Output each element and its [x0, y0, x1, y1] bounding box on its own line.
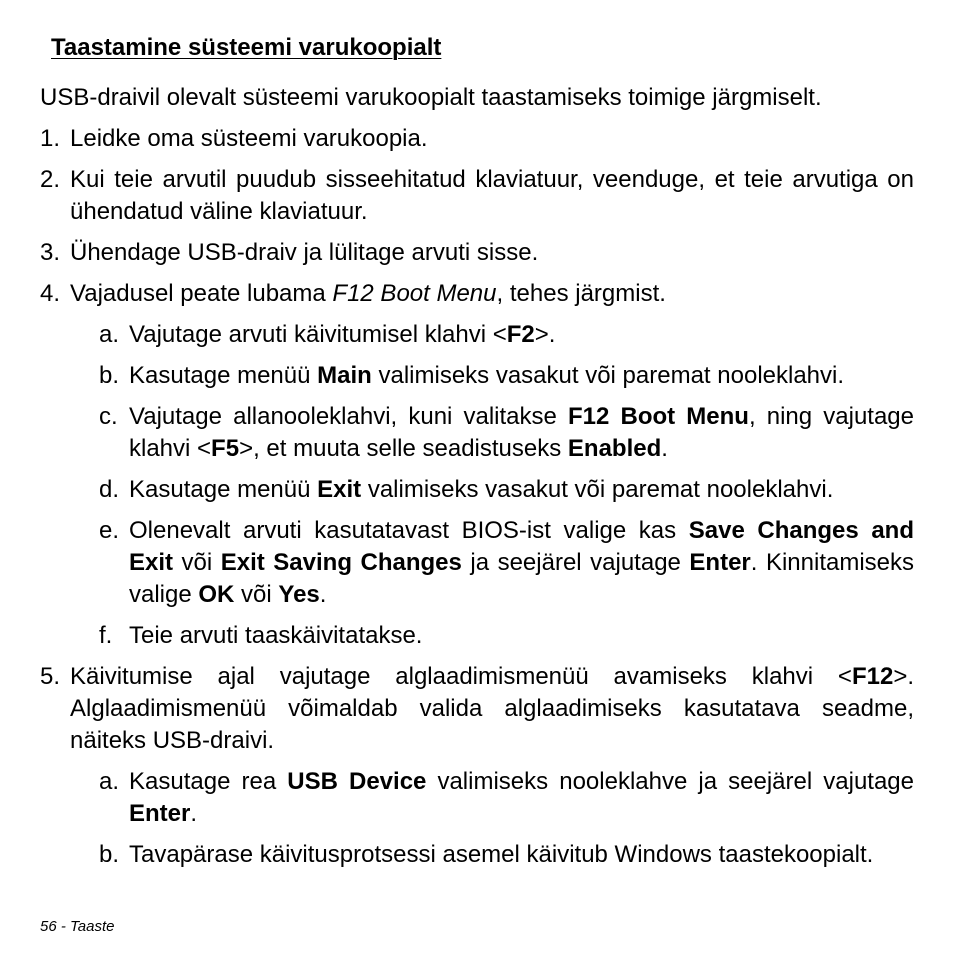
substep-marker: e.: [99, 517, 120, 544]
step-marker: 2.: [40, 166, 61, 193]
step-4: [40, 278, 914, 310]
step-text: Kui teie arvutil puudub sisseehitatud klaviatuur, veenduge, et teie arvutiga on ühendatud väline klaviatuur.: [70, 166, 914, 225]
step-text: Leidke oma süsteemi varukoopia.: [70, 125, 428, 152]
text-run: Olenevalt arvuti kasutatavast BIOS-ist valige kas: [129, 517, 689, 544]
text-run: . Kinnitamiseks valige: [129, 549, 915, 608]
substep-text: Tavapärase käivitusprotsessi asemel käivitub Windows taastekoopialt.: [129, 841, 874, 868]
substep-marker: a.: [99, 768, 120, 795]
text-run: >.: [534, 321, 556, 348]
text-run: Vajutage arvuti käivitumisel klahvi <: [129, 321, 507, 348]
text-run: Vajutage allanooleklahvi, kuni valitakse: [129, 403, 569, 430]
step-marker: 1.: [40, 125, 61, 152]
substep-text: [129, 401, 914, 465]
substep-text: [129, 360, 914, 392]
step-3: [40, 237, 914, 269]
text-run: >, et muuta selle seadistuseks: [239, 435, 568, 462]
text-run: .: [661, 435, 668, 462]
key-name: F5: [211, 435, 240, 462]
intro-paragraph: USB-draivil olevalt süsteemi varukoopialt taastamiseks toimige järgmiselt.: [40, 84, 822, 111]
substep-marker: d.: [99, 476, 120, 503]
text-run: , tehes järgmist.: [496, 280, 666, 307]
text-run: Käivitumise ajal vajutage alglaadimismenüü avamiseks klahvi <: [70, 663, 852, 690]
text-run: või: [173, 549, 221, 576]
substep-text: [129, 766, 914, 830]
substep-marker: b.: [99, 841, 120, 868]
step-marker: 4.: [40, 280, 61, 307]
substep-4c: [99, 401, 914, 465]
key-name: F2: [506, 321, 535, 348]
menu-option: USB Device: [287, 768, 427, 795]
substep-text: [129, 515, 914, 611]
step-text: Ühendage USB-draiv ja lülitage arvuti sisse.: [70, 239, 539, 266]
substep-4a: [99, 319, 914, 351]
key-name: F12: [851, 663, 894, 690]
section-heading: Taastamine süsteemi varukoopialt: [51, 34, 442, 61]
setting-value: Enabled: [567, 435, 662, 462]
key-name: Enter: [129, 800, 191, 827]
text-run: valimiseks vasakut või paremat nooleklahvi.: [371, 362, 845, 389]
menu-name: Exit: [317, 476, 362, 503]
text-run: Vajadusel peate lubama: [70, 280, 333, 307]
substep-marker: a.: [99, 321, 120, 348]
substep-text: [129, 319, 914, 351]
substep-4e: [99, 515, 914, 611]
substep-4b: [99, 360, 914, 392]
step-marker: 5.: [40, 663, 61, 690]
substep-marker: b.: [99, 362, 120, 389]
menu-option: F12 Boot Menu: [568, 403, 749, 430]
step-1: [40, 123, 914, 155]
substep-4d: [99, 474, 914, 506]
text-run: , ning vajutage klahvi <: [129, 403, 914, 462]
substep-text: [129, 474, 914, 506]
page-footer: 56 - Taaste: [40, 918, 115, 935]
text-run: .: [319, 581, 327, 608]
text-run: valimiseks nooleklahve ja seejärel vajutage: [426, 768, 914, 795]
text-run: või: [234, 581, 279, 608]
substep-marker: c.: [99, 403, 118, 430]
substep-5b: [99, 839, 914, 871]
substep-marker: f.: [99, 622, 113, 649]
substep-5a: [99, 766, 914, 830]
step-marker: 3.: [40, 239, 61, 266]
step-5: [40, 661, 914, 757]
text-run: .: [190, 800, 198, 827]
confirm-option: OK: [198, 581, 235, 608]
text-run: ja seejärel vajutage: [461, 549, 690, 576]
step-2: [40, 164, 914, 228]
text-run: >. Alglaadimismenüü võimaldab valida alglaadimiseks kasutatava seadme, näiteks USB-draivi.: [70, 663, 914, 754]
confirm-option: Yes: [278, 581, 320, 608]
substep-text: Teie arvuti taaskäivitatakse.: [129, 622, 423, 649]
text-run: Kasutage rea: [129, 768, 288, 795]
step-text: [70, 278, 914, 310]
emphasis-term: F12 Boot Menu: [332, 280, 497, 307]
substep-4f: [99, 620, 914, 652]
menu-name: Main: [317, 362, 372, 389]
menu-option: Exit Saving Changes: [220, 549, 462, 576]
key-name: Enter: [689, 549, 751, 576]
text-run: Kasutage menüü: [129, 476, 318, 503]
step-text: [70, 661, 914, 757]
text-run: Kasutage menüü: [129, 362, 318, 389]
instructions-body: [40, 82, 914, 880]
menu-option: Save Changes and Exit: [129, 517, 914, 576]
text-run: valimiseks vasakut või paremat nooleklahvi.: [361, 476, 834, 503]
